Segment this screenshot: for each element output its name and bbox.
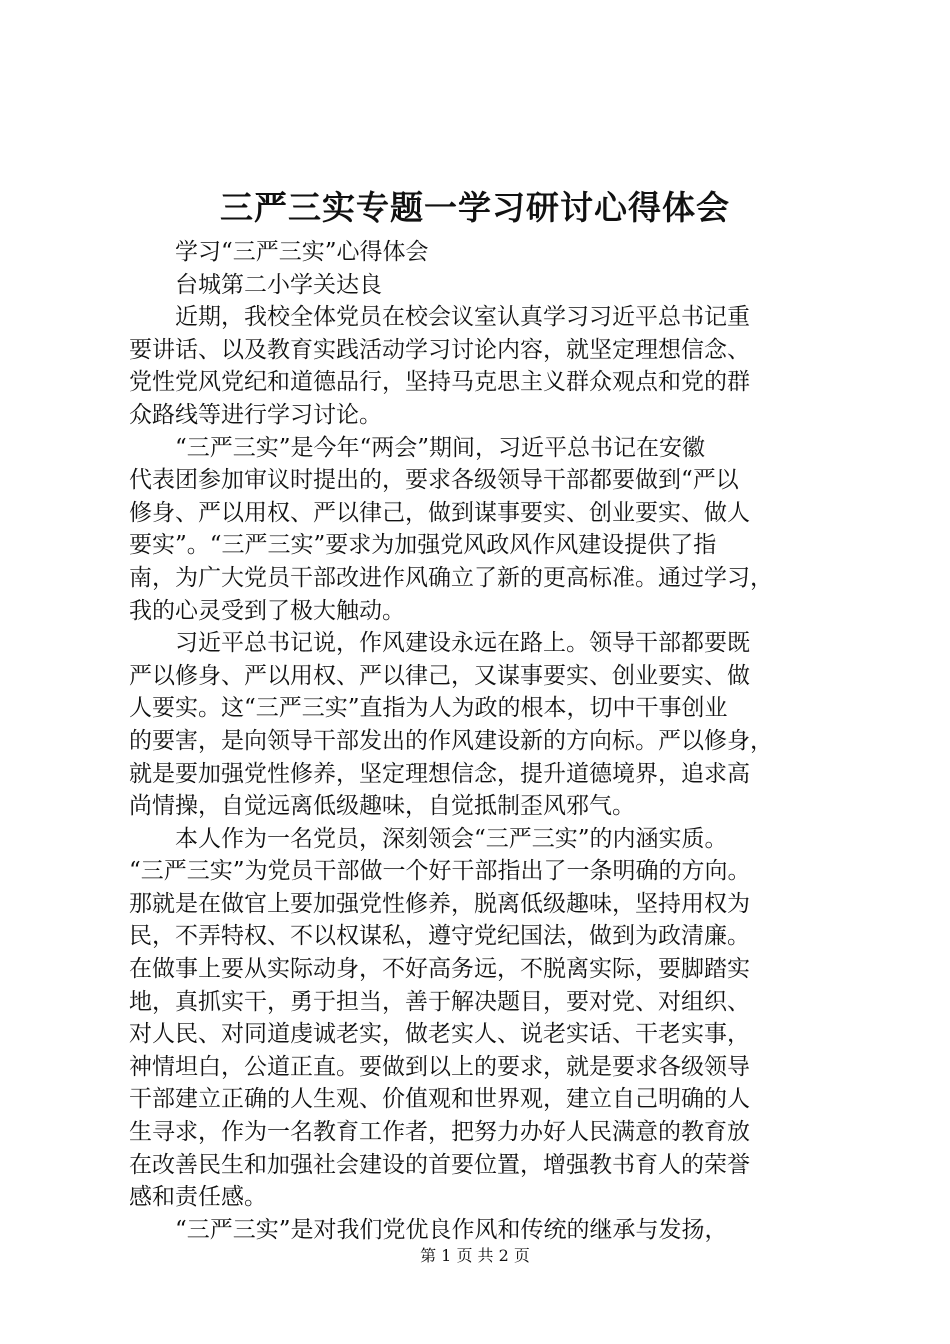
body-line: “三严三实”是今年“两会”期间，习近平总书记在安徽 xyxy=(129,434,706,461)
body-line: “三严三实”是对我们党优良作风和传统的继承与发扬， xyxy=(129,1216,728,1243)
body-line: 在做事上要从实际动身，不好高务远，不脱离实际，要脚踏实 xyxy=(129,956,750,983)
body-line: 习近平总书记说，作风建设永远在路上。领导干部都要既 xyxy=(129,630,750,657)
body-line: 要实”。“三严三实”要求为加强党风政风作风建设提供了指 xyxy=(129,532,717,559)
body-line: 党性党风党纪和道德品行，坚持马克思主义群众观点和党的群 xyxy=(129,369,750,396)
body-line: 对人民、对同道虔诚老实，做老实人、说老实话、干老实事， xyxy=(129,1021,750,1048)
body-line: 在改善民生和加强社会建设的首要位置，增强教书育人的荣誉 xyxy=(129,1151,750,1178)
document-title: 三严三实专题一学习研讨心得体会 xyxy=(220,188,730,227)
body-line: 南，为广大党员干部改进作风确立了新的更高标准。通过学习， xyxy=(129,564,773,591)
body-line: 干部建立正确的人生观、价值观和世界观，建立自己明确的人 xyxy=(129,1086,750,1113)
body-line: 就是要加强党性修养，坚定理想信念，提升道德境界，追求高 xyxy=(129,760,750,787)
body-line: 地，真抓实干，勇于担当，善于解决题目，要对党、对组织、 xyxy=(129,988,750,1015)
body-line: 神情坦白，公道正直。要做到以上的要求，就是要求各级领导 xyxy=(129,1053,750,1080)
body-line: 那就是在做官上要加强党性修养，脱离低级趣味，坚持用权为 xyxy=(129,890,750,917)
body-line: 我的心灵受到了极大触动。 xyxy=(129,597,405,624)
body-line: 民，不弄特权、不以权谋私，遵守党纪国法，做到为政清廉。 xyxy=(129,923,750,950)
body-line: 生寻求，作为一名教育工作者，把努力办好人民满意的教育放 xyxy=(129,1119,750,1146)
body-line: 要讲话、以及教育实践活动学习讨论内容，就坚定理想信念、 xyxy=(129,336,750,363)
body-line: 人要实。这“三严三实”直指为人为政的根本，切中干事创业 xyxy=(129,695,728,722)
body-line: “三严三实”为党员干部做一个好干部指出了一条明确的方向。 xyxy=(129,858,751,885)
body-line: 近期，我校全体党员在校会议室认真学习习近平总书记重 xyxy=(129,304,750,331)
body-line: 尚情操，自觉远离低级趣味，自觉抵制歪风邪气。 xyxy=(129,793,635,820)
body-line: 众路线等进行学习讨论。 xyxy=(129,401,382,428)
body-line: 感和责任感。 xyxy=(129,1184,267,1211)
body-line: 学习“三严三实”心得体会 xyxy=(129,239,429,265)
document-body xyxy=(129,236,845,1246)
body-line: 的要害，是向领导干部发出的作风建设新的方向标。严以修身， xyxy=(129,727,773,754)
body-line: 本人作为一名党员，深刻领会“三严三实”的内涵实质。 xyxy=(129,825,728,852)
body-line: 台城第二小学关达良 xyxy=(129,271,382,298)
body-line: 严以修身、严以用权、严以律己，又谋事要实、创业要实、做 xyxy=(129,662,750,689)
body-line: 代表团参加审议时提出的，要求各级领导干部都要做到“严以 xyxy=(129,467,739,494)
body-line: 修身、严以用权、严以律己，做到谋事要实、创业要实、做人 xyxy=(129,499,750,526)
page-footer: 第 1 页 共 2 页 xyxy=(420,1246,530,1265)
